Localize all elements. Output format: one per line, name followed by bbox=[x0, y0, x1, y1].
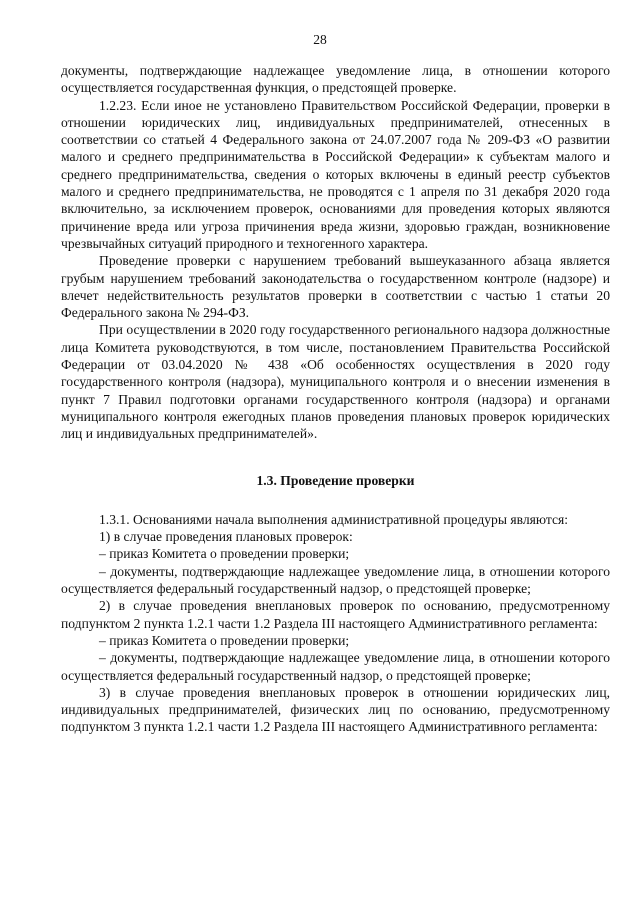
paragraph: 1.2.23. Если иное не установлено Правительством Российской Федерации, проверки в отношении юридических лиц, индивидуальных предпринимателей, отнесенных в соответствии со статьей 4 Федерального закона от 24.07.2007 года № 209-ФЗ «О развитии малого и среднего предпринимательства в Российской Федерации» к субъектам малого и среднего предпринимательства, сведения о которых включены в единый реестр субъектов малого и среднего предпринимательства, не проводятся с 1 апреля по 31 декабря 2020 года включительно, за исключением проверок, основаниями для проведения которых являются причинение вреда или угроза причинения вреда жизни, здоровью граждан, возникновение чрезвычайных ситуаций природного и техногенного характера. bbox=[61, 97, 610, 251]
paragraph: – приказ Комитета о проведении проверки; bbox=[99, 546, 350, 562]
section-1-3-body bbox=[61, 511, 610, 736]
paragraph: 2) в случае проведения внеплановых проверок по основанию, предусмотренному подпунктом 2 пункта 1.2.1 части 1.2 Раздела III настоящего Административного регламента: bbox=[61, 598, 610, 631]
page-number: 28 bbox=[313, 32, 327, 47]
document-body bbox=[61, 62, 610, 736]
paragraph: документы, подтверждающие надлежащее уведомление лица, в отношении которого осуществляется государственная функция, о предстоящей проверке. bbox=[61, 63, 610, 96]
paragraph: – документы, подтверждающие надлежащее уведомление лица, в отношении которого осуществляется федеральный государственный надзор, о предстоящей проверке; bbox=[61, 650, 610, 683]
paragraph: 1) в случае проведения плановых проверок: bbox=[99, 529, 353, 545]
paragraph: – приказ Комитета о проведении проверки; bbox=[99, 632, 350, 648]
paragraph: 3) в случае проведения внеплановых проверок в отношении юридических лиц, индивидуальных предпринимателей, физических лиц по основанию, предусмотренному подпунктом 3 пункта 1.2.1 части 1.2 Раздела III настоящего Административного регламента: bbox=[61, 684, 610, 735]
section-title: 1.3. Проведение проверки bbox=[256, 472, 415, 488]
paragraph: Проведение проверки с нарушением требований вышеуказанного абзаца является грубым нарушением требований законодательства о государственном контроле (надзоре) и влечет недействительность результатов проверки в соответствии с частью 1 статьи 20 Федерального закона № 294-ФЗ. bbox=[61, 253, 610, 321]
paragraph: При осуществлении в 2020 году государственного регионального надзора должностные лица Комитета руководствуются, в том числе, постановлением Правительства Российской Федерации от 03.04.2020 № 438 «Об особенностях осуществления в 2020 году государственного контроля (надзора), муниципального контроля и о внесении изменения в пункт 7 Правил подготовки органами государственного контроля (надзора) и органами муниципального контроля ежегодных планов проведения плановых проверок юридических лиц и индивидуальных предпринимателей». bbox=[61, 322, 610, 442]
paragraph: 1.3.1. Основаниями начала выполнения административной процедуры являются: bbox=[99, 511, 569, 527]
paragraph: – документы, подтверждающие надлежащее уведомление лица, в отношении которого осуществляется федеральный государственный надзор, о предстоящей проверке; bbox=[61, 563, 610, 597]
section-1-2-continuation bbox=[61, 62, 610, 443]
